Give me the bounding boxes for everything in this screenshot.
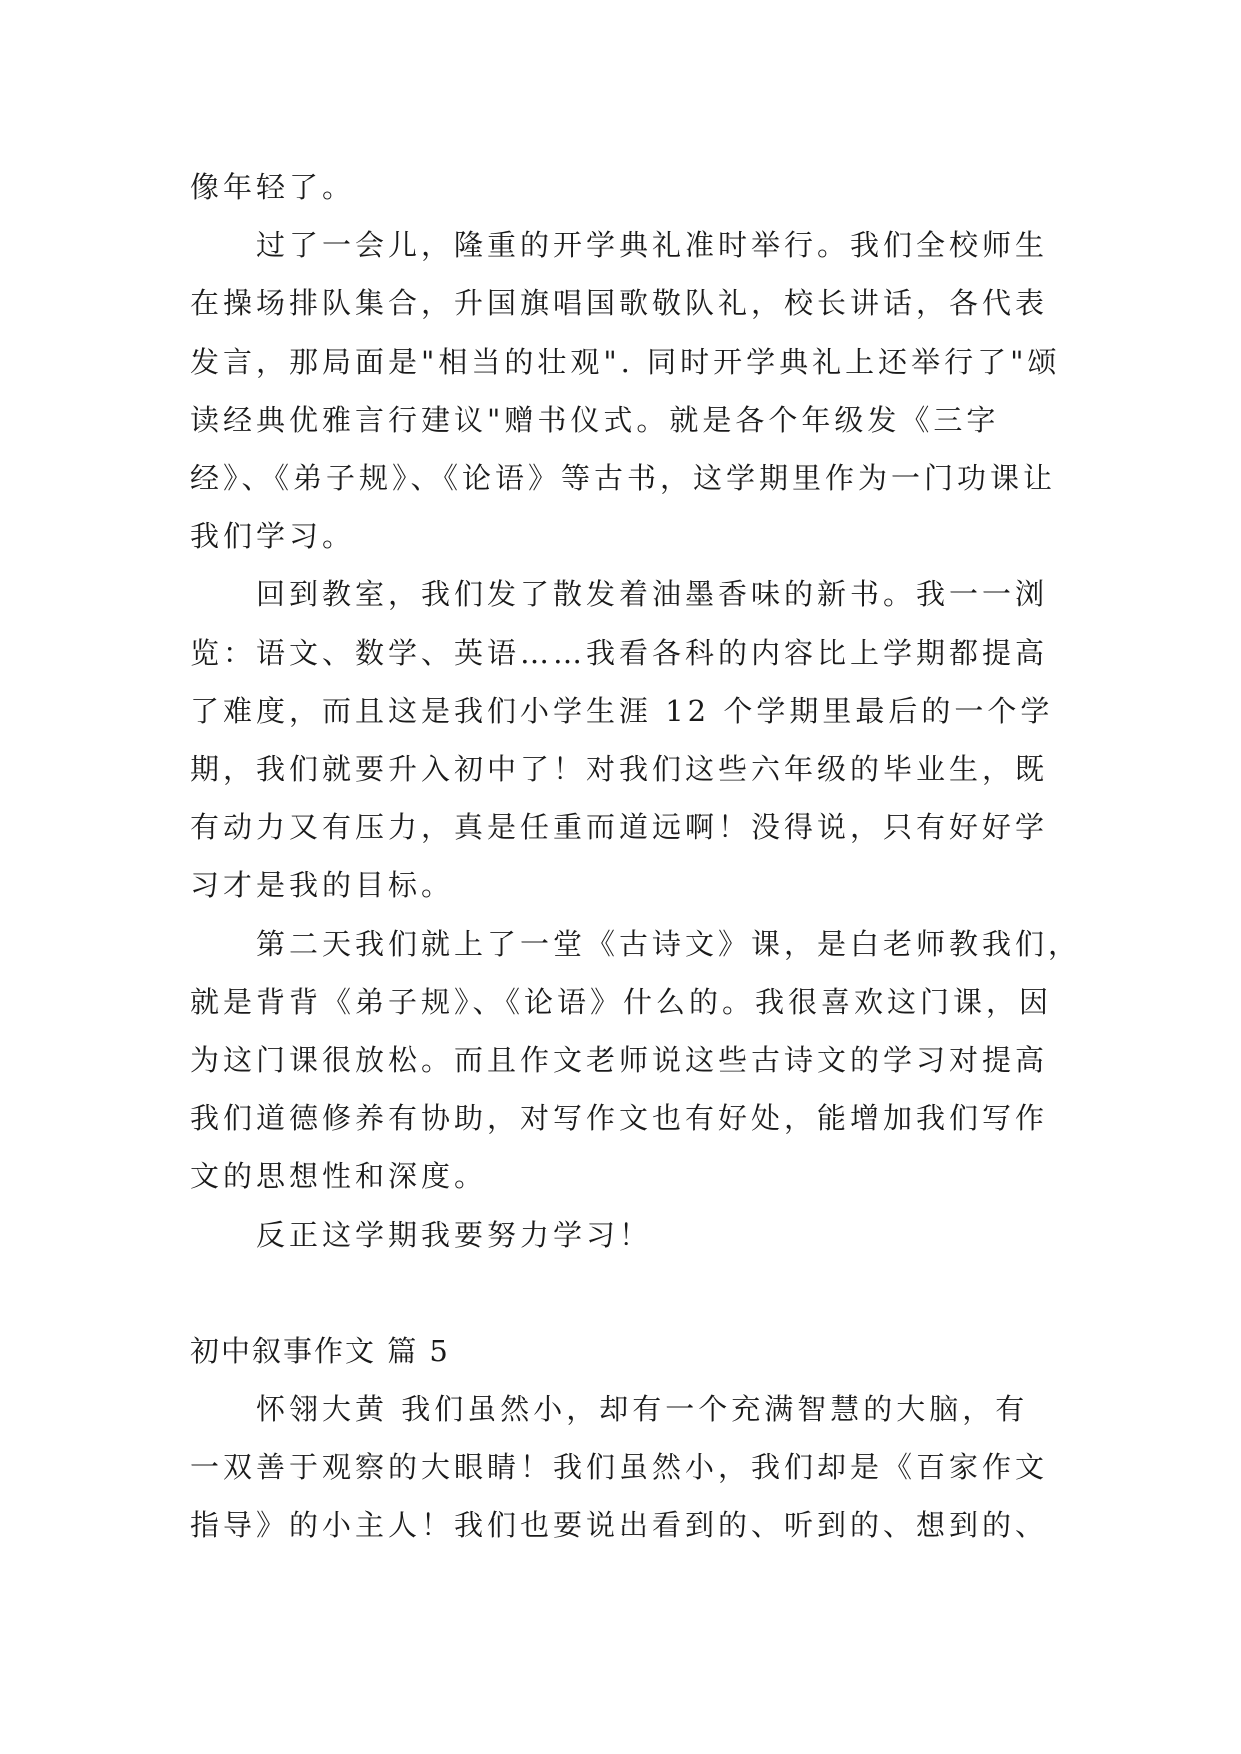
text-line: 在操场排队集合，升国旗唱国歌敬队礼，校长讲话，各代表 — [190, 286, 1049, 321]
text-line: 发言，那局面是"相当的壮观". 同时开学典礼上还举行了"颂 — [190, 344, 1061, 379]
text-line: 一双善于观察的大眼睛！我们虽然小，我们却是《百家作文 — [190, 1450, 1049, 1485]
paragraph-0 — [190, 158, 1070, 216]
section-spacer — [190, 1264, 1070, 1322]
paragraph-1 — [190, 216, 1070, 565]
text-line: 我们道德修养有协助，对写作文也有好处，能增加我们写作 — [190, 1101, 1049, 1136]
paragraph-4 — [190, 1206, 1070, 1264]
text-line: 过了一会儿，隆重的开学典礼准时举行。我们全校师生 — [256, 228, 1049, 263]
text-line: 读经典优雅言行建议"赠书仪式。就是各个年级发《三字 — [190, 402, 1000, 437]
text-line: 为这门课很放松。而且作文老师说这些古诗文的学习对提高 — [190, 1043, 1049, 1078]
document-body — [190, 158, 1082, 1555]
heading-text: 初中叙事作文 篇 5 — [190, 1333, 450, 1368]
text-line: 览：语文、数学、英语……我看各科的内容比上学期都提高 — [190, 635, 1049, 670]
text-line: 我们学习。 — [190, 519, 356, 554]
paragraph-5 — [190, 1380, 1070, 1555]
text-line: 经》、《弟子规》、《论语》等古书，这学期里作为一门功课让 — [190, 461, 1057, 496]
text-line: 了难度，而且这是我们小学生涯 12 个学期里最后的一个学 — [190, 693, 1054, 728]
paragraph-2 — [190, 565, 1070, 914]
text-line: 反正这学期我要努力学习！ — [256, 1217, 653, 1252]
text-line: 文的思想性和深度。 — [190, 1159, 488, 1194]
text-line: 回到教室，我们发了散发着油墨香味的新书。我一一浏 — [256, 577, 1049, 612]
text-line: 期，我们就要升入初中了！对我们这些六年级的毕业生，既 — [190, 752, 1049, 787]
text-line: 就是背背《弟子规》、《论语》什么的。我很喜欢这门课，因 — [190, 984, 1053, 1019]
paragraph-3 — [190, 915, 1082, 1206]
section-heading — [190, 1322, 1070, 1380]
text-line: 像年轻了。 — [190, 170, 356, 204]
text-line: 习才是我的目标。 — [190, 868, 455, 903]
text-line: 怀翎大黄 我们虽然小，却有一个充满智慧的大脑，有 — [256, 1392, 1029, 1427]
text-line: 指导》的小主人！我们也要说出看到的、听到的、想到的、 — [190, 1508, 1049, 1543]
text-line: 第二天我们就上了一堂《古诗文》课，是白老师教我们， — [256, 926, 1082, 961]
text-line: 有动力又有压力，真是任重而道远啊！没得说，只有好好学 — [190, 810, 1049, 845]
